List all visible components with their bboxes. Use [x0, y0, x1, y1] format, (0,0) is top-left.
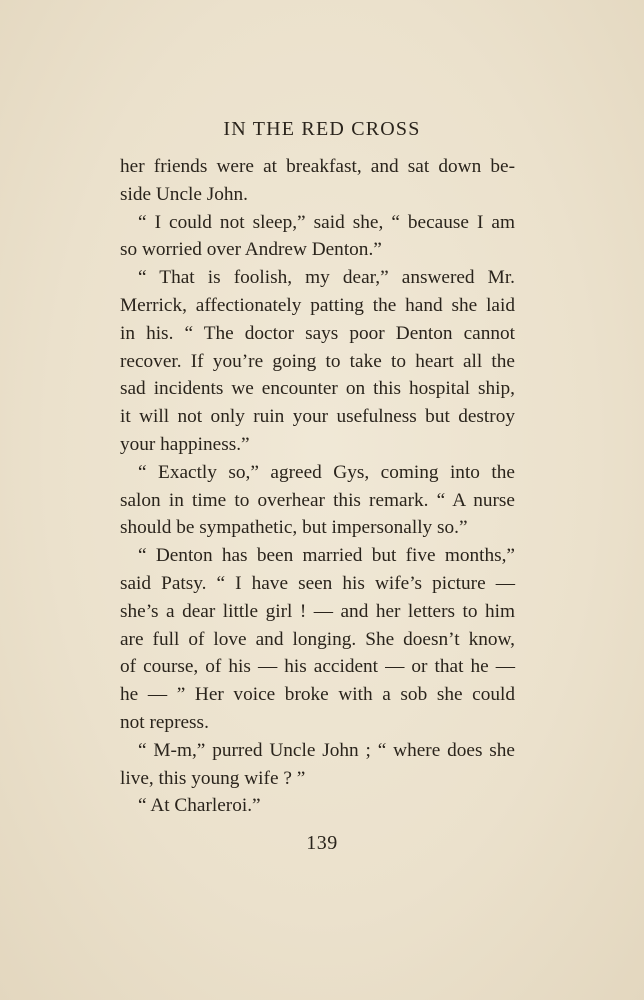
text-line: it will not only ruin your usefulness but destroy: [120, 406, 515, 428]
running-head: IN THE RED CROSS: [223, 118, 421, 140]
text-line: “ That is foolish, my dear,” answered Mr.: [138, 267, 515, 289]
text-line: “ I could not sleep,” said she, “ because I am: [138, 211, 515, 233]
text-line: he — ” Her voice broke with a sob she could: [120, 684, 515, 706]
page-number: 139: [306, 832, 338, 854]
text-line: “ Denton has been married but five months,”: [138, 545, 515, 567]
text-line: she’s a dear little girl ! — and her letters to him: [120, 600, 515, 622]
text-line: said Patsy. “ I have seen his wife’s picture —: [120, 572, 515, 594]
text-line: in his. “ The doctor says poor Denton cannot: [120, 322, 515, 344]
text-line: so worried over Andrew Denton.”: [120, 239, 382, 261]
text-line: not repress.: [120, 711, 209, 733]
text-line: sad incidents we encounter on this hospital ship,: [120, 378, 515, 400]
text-line: are full of love and longing. She doesn’t know,: [120, 628, 515, 650]
text-line: “ At Charleroi.”: [138, 795, 261, 817]
text-line: “ M-m,” purred Uncle John ; “ where does she: [138, 739, 515, 761]
text-line: Merrick, affectionately patting the hand she laid: [120, 294, 515, 316]
text-line: her friends were at breakfast, and sat down be-: [120, 156, 515, 177]
text-line: of course, of his — his accident — or that he —: [120, 656, 515, 678]
text-line: live, this young wife ? ”: [120, 767, 306, 789]
body-text: [120, 153, 515, 820]
text-line: your happiness.”: [120, 433, 250, 455]
text-line: salon in time to overhear this remark. “ A nurse: [120, 489, 515, 511]
text-line: side Uncle John.: [120, 183, 248, 205]
text-line: “ Exactly so,” agreed Gys, coming into the: [138, 461, 515, 483]
text-line: should be sympathetic, but impersonally so.”: [120, 517, 468, 539]
text-line: recover. If you’re going to take to heart all the: [120, 350, 515, 372]
